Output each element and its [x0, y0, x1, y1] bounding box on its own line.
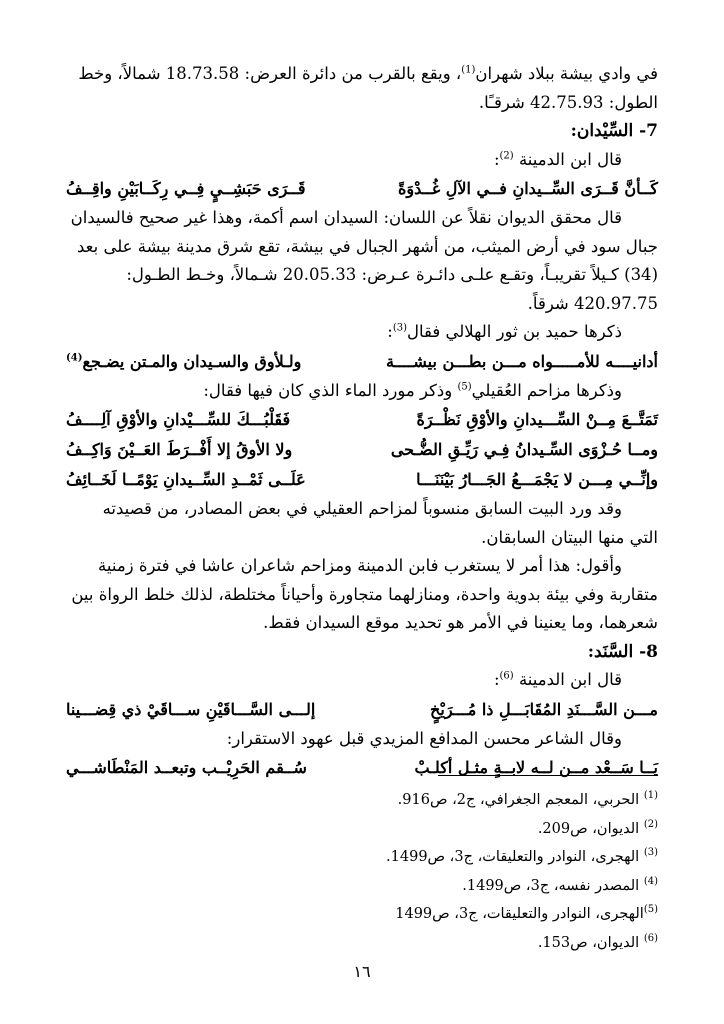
- footnote-ref: (4): [66, 352, 83, 364]
- footnotes: [66, 786, 658, 957]
- page-number: ١٦: [353, 962, 371, 981]
- footnote-ref: (5): [457, 381, 472, 392]
- paragraph-line: وذكرها مزاحم العُقيلي$^{(5)}$ وذكر مورد الماء الذي كان فيها فقال:: [203, 380, 622, 400]
- footnote: $^{(6)}$ الديوان، ص153.: [537, 932, 658, 951]
- paragraph-line: وأقول: هذا أمر لا يستغرب فابن الدمينة ومزاحم شاعران عاشا في فترة زمنية: [98, 556, 622, 575]
- verse-hemistich-first: يَــا سَــعْد مــن لــه لابــةٍ مثـل أكلـبْ: [414, 758, 658, 777]
- verse-line: [66, 435, 658, 465]
- verse-hemistich-first: تَمَتَّــعَ مِــنْ السِّـــيدانِ والأوْقِ نَظْــرَةً: [416, 410, 658, 429]
- verse-hemistich-second: ولا الأوقُ إلا أَفْــرَطَ العَــيْنَ وَاكِــفُ: [66, 440, 293, 459]
- verse-line: [66, 405, 658, 435]
- footnote-ref: (2): [499, 150, 514, 161]
- footnote-ref: (3): [392, 322, 408, 334]
- section-intro: قال ابن الدمينة $^{(6)}$:: [493, 670, 622, 689]
- verse-hemistich-second: ولـلأوق والسـيدان والمـتن يضـجع$^{(4)}$: [66, 351, 302, 371]
- paragraph-line: التي منها البيتان السابقان.: [481, 527, 658, 547]
- paragraph-line: الطول: 42.75.93 شرقـًا.: [478, 92, 658, 112]
- verse-hemistich-second: عَلَــى ثَمْــدِ السِّــيدانِ يَوْمًــا لَخَــائِفُ: [66, 470, 306, 489]
- section-heading-8: 8- السَّنَد:: [587, 641, 658, 662]
- paragraph-line: وقد ورد البيت السابق منسوباً لمزاحم العقيلي في بعض المصادر، من قصيدته: [102, 499, 622, 518]
- paragraph-line: في وادي بيشة ببلاد شهران$^{(1)}$، ويقع بالقرب من دائرة العرض: 18.73.58 شمالاً، وخط: [78, 64, 658, 83]
- footnote-ref: (1): [461, 64, 476, 76]
- verse-hemistich-second: فَقَلْبُـــكَ للسِّـــيْدانِ والأوْقِ آلِــــفُ: [66, 410, 291, 429]
- section-heading-7: 7- السِّيْدان:: [570, 121, 658, 141]
- paragraph-line: متقاربة وفي بيئة بدوية واحدة، ومنازلهما متجاورة وأحياناً مختلطة، لذلك خلط الرواة بين: [71, 584, 658, 604]
- verse-hemistich-second: سُــقم الحَرِيْــب وتبعــد المَنْطَاشـــي: [66, 758, 307, 777]
- footnote: $^{(2)}$ الديوان، ص209.: [537, 818, 658, 837]
- paragraph-line: 420.97.75 شرقاً.: [527, 293, 658, 313]
- verse-hemistich-first: كَــأنَّ قَــرَى السِّــيدانِ فــي الآلِ غُــدْوَةً: [397, 179, 658, 198]
- verse-hemistich-first: وإنِّــي مِـــن لا يَجْمَـــعُ الجَـــارُ بَيْنَنَـــا: [416, 470, 658, 489]
- footnote-ref: (6): [499, 670, 514, 682]
- verse-hemistich-second: إلـــى السَّـــاقَيْنِ ســـاقَيْ ذي قِضـــينا: [66, 699, 316, 719]
- footnote: $^{(1)}$ الحربي، المعجم الجغرافي، ج2، ص916.: [397, 790, 658, 808]
- verse-line: [66, 465, 658, 495]
- verse-line: [66, 695, 658, 725]
- verse-hemistich-first: ومــا حُـزْوَى السِّـيدانُ فِـي رَيِّـقِ الضُّـحى: [390, 440, 658, 459]
- paragraph-line: جبال سود في أرض الميثب، من أشهر الجبال في بيشة، تقع شرق مدينة بيشة على بعد: [77, 236, 658, 256]
- paragraph-line: وقال الشاعر محسن المدافع المزيدي قبل عهود الاستقرار:: [226, 728, 622, 748]
- section-intro: قال ابن الدمينة $^{(2)}$:: [493, 149, 622, 169]
- main-text: [66, 60, 658, 783]
- verse-line: [66, 174, 658, 204]
- paragraph-line: ذكرها حميد بن ثور الهلالي فقال$^{(3)}$:: [387, 322, 622, 341]
- verse-line: [66, 753, 658, 783]
- verse-hemistich-first: مـــن السَّـــنَدِ المُقَابَـــلِ ذا مُـــرَيْخٍ: [430, 699, 658, 719]
- paragraph-line: قال محقق الديوان نقلاً عن اللسان: السيدان اسم أكمة، وهذا غير صحيح فالسيدان: [70, 208, 622, 227]
- footnote-separator: [438, 775, 658, 776]
- footnote: $^{(4)}$ المصدر نفسه، ج3، ص1499.: [462, 875, 658, 894]
- footnote: $^{(3)}$ الهجرى، النوادر والتعليقات، ج3، ص1499.: [386, 847, 658, 865]
- verse-line: [66, 347, 658, 377]
- paragraph-line: شعرهما، وما يعنينا في الأمر هو تحديد موقع السيدان فقط.: [263, 613, 658, 632]
- footnote: $^{(5)}$الهجرى، النوادر والتعليقات، ج3، ص1499: [395, 904, 658, 922]
- verse-hemistich-first: أدانيــــه للأمـــــواه مـــن بطـــن بيشــــة: [386, 351, 658, 371]
- paragraph-line: (34) كـيلاً تقريبـاً، وتقـع علـى دائـرة عـرض: 20.05.33 شـمالاً، وخـط الطـول:: [126, 265, 658, 284]
- verse-hemistich-second: قَــرَى حَبَشِــيٍ فِــي رِكَــابَيْنِ واقِــفُ: [66, 179, 306, 198]
